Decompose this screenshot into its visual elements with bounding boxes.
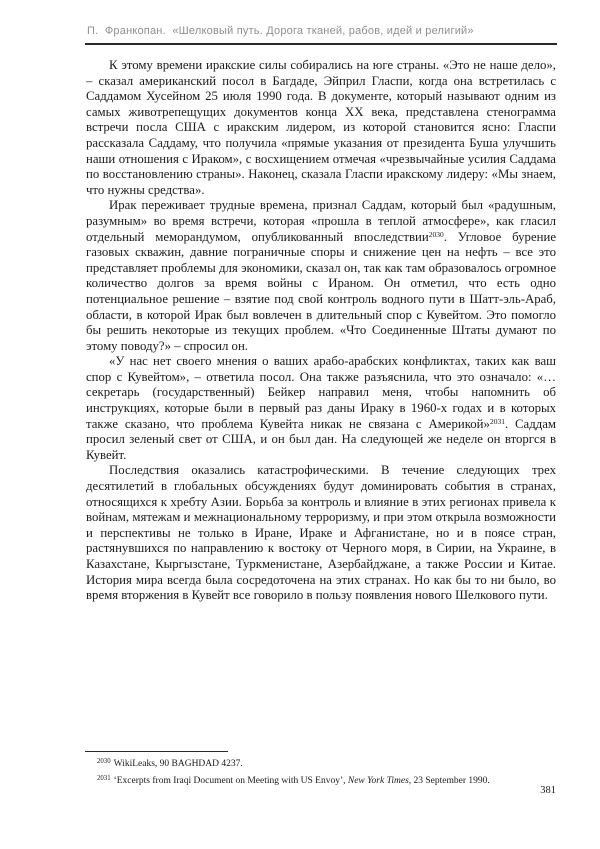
- italic-text: New York Times: [347, 776, 409, 786]
- footnote-area: [85, 751, 556, 792]
- text-run: «У нас нет своего мнения о ваших арабо-арабских конфликтах, таких как ваш спор с Кувейтом», – ответила посол. Она также разъяснила, что это означало: «…секретарь (государственный) Бейкер направил меня, чтобы напомнить об инструкциях, которые были в первый раз даны Ираку в 1960-х годах и в которых также сказано, что проблема Кувейта никак не связана с Америкой»: [86, 354, 556, 431]
- body-paragraph: [86, 198, 556, 354]
- running-header-title: П. Франкопан. «Шелковый путь. Дорога тканей, рабов, идей и религий»: [87, 25, 474, 37]
- text-run: К этому времени иракские силы собирались на юге страны. «Это не наше дело», – сказал американский посол в Багдаде, Эйприл Гласпи, когда она встретилась с Саддамом Хусейном 25 июля 1990 года. В документе, который называют одним из самых животрепещущих документов конца XX века, представлена стенограмма встречи посла США с иракским лидером, из которой становится ясно: Гласпи рассказала Саддаму, что получила «прямые указания от президента Буша улучшить наши отношения с Ираком», с восхищением отмечая «чрезвычайные усилия Саддама по восстановлению страны». Наконец, сказала Гласпи иракскому лидеру: «Мы знаем, что нужны средства».: [86, 58, 556, 197]
- footnote-ref[interactable]: 2031: [489, 416, 505, 426]
- footnote-ref[interactable]: 2030: [428, 229, 444, 239]
- body-paragraph: [86, 354, 556, 463]
- header-rule: [85, 43, 557, 45]
- text-run: Ирак переживает трудные времена, признал Саддам, который был «радушным, разумным» во время встречи, которая «прошла в теплой атмосфере», как гласил отдельный меморандумом, опубликованный впоследствии: [86, 198, 556, 244]
- body-paragraph: [86, 58, 556, 198]
- footnote: [85, 758, 556, 770]
- body-text-block: [86, 58, 556, 604]
- footnotes-list: [85, 758, 556, 787]
- text-run: . Саддам просил зеленый свет от США, и он был дан. На следующей же неделе он вторгся в Кувейт.: [86, 416, 556, 462]
- page-number: 381: [540, 785, 556, 796]
- body-paragraph: [86, 463, 556, 603]
- text-run: WikiLeaks, 90 BAGHDAD 4237.: [113, 759, 243, 769]
- text-run: ‘Excerpts from Iraqi Document on Meeting with US Envoy’,: [113, 776, 348, 786]
- text-run: . Угловое бурение газовых скважин, давние пограничные споры и снижение цен на нефть – все это представляет проблемы для экономики, сказал он, так как там образовалось огромное количество долгов за время войны с Ираном. Он отметил, что есть одно потенциальное решение – взятие под свой контроль водного пути в Шатт-эль-Араб, области, в которой Ирак был вовлечен в длительный спор с Кувейтом. Это помогло бы решить некоторые из текущих проблем. «Что Соединенные Штаты думают по этому поводу?» – спросил он.: [86, 229, 556, 353]
- text-run: , 23 September 1990.: [408, 776, 490, 786]
- footnote: [85, 775, 556, 787]
- text-run: Последствия оказались катастрофическими. В течение следующих трех десятилетий в глобальных обсуждениях будут доминировать события в странах, относящихся к хребту Азии. Борьба за контроль и влияние в этих регионах привела к войнам, мятежам и межнациональному терроризму, и при этом открыла возможности и перспективы не только в Иране, Ираке и Афганистане, но и в поясе стран, растянувшихся по направлению к востоку от Черного моря, в Сирии, на Украине, в Казахстане, Кыргызстане, Туркменистане, Азербайджане, а также России и Китае. История мира всегда была сосредоточена на этих странах. Но как бы то ни было, во время вторжения в Кувейт все говорило в пользу появления нового Шелкового пути.: [86, 463, 556, 603]
- footnote-marker[interactable]: 2030: [97, 758, 111, 765]
- footnote-separator-rule: [85, 751, 228, 752]
- footnote-marker[interactable]: 2031: [97, 775, 111, 782]
